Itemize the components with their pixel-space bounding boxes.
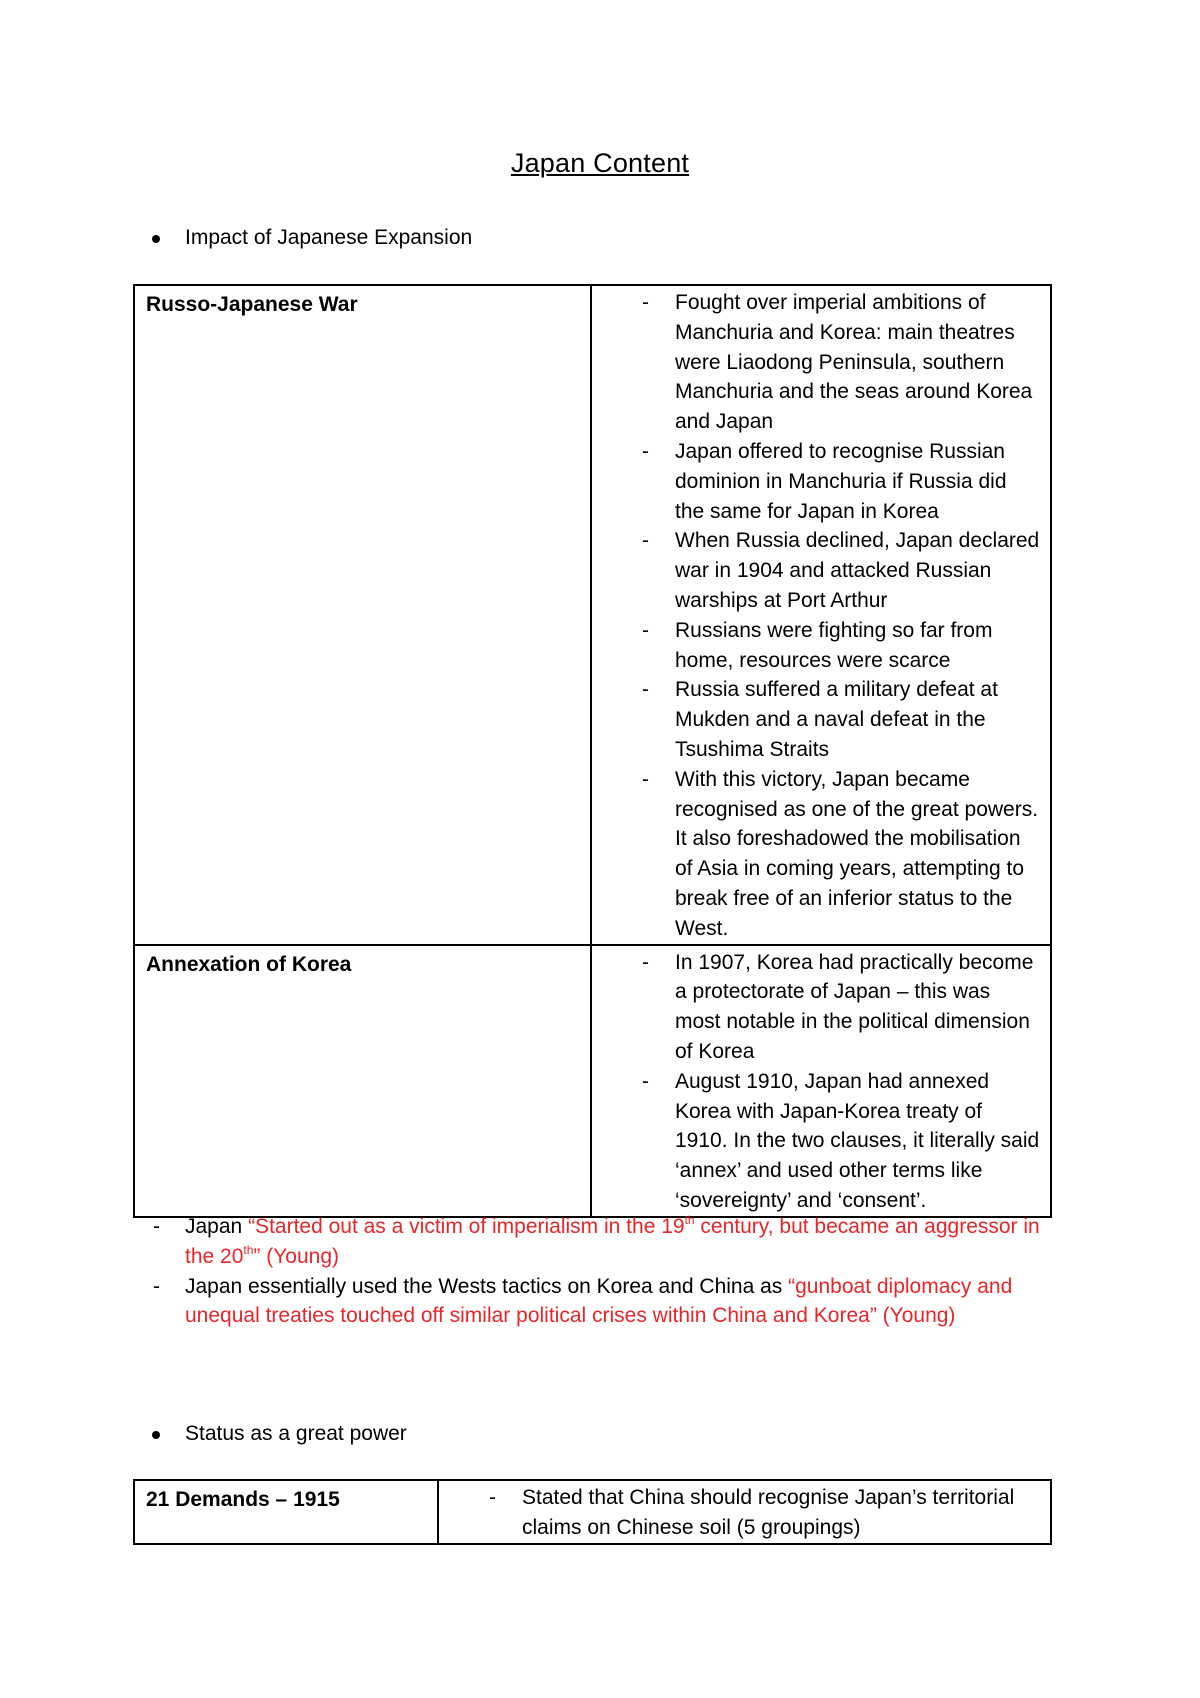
row-label: 21 Demands – 1915 [134,1480,438,1544]
page-title: Japan Content [510,148,690,178]
note-young-victim: - Japan “Started out as a victim of imperialism in the 19th century, but became an aggressor in the 20th” (Young) [153,1213,1040,1268]
list-item: - Russians were fighting so far from home, resources were scarce [642,618,993,672]
section-heading-text: Status as a great power [185,1422,407,1445]
list-item: - With this victory, Japan became recognised as one of the great powers. It also foreshadowed the mobilisation of Asia in coming years, attempting to break free of an inferior status to the West. [642,767,1039,940]
bullet-icon [152,1431,160,1439]
section-heading-text: Impact of Japanese Expansion [185,226,473,249]
status-table [133,1479,1052,1545]
list-item: - Russia suffered a military defeat at Mukden and a naval defeat in the Tsushima Straits [642,678,998,761]
section-heading-status [185,1422,407,1446]
row-label: Russo-Japanese War [134,285,591,945]
list-item: - Stated that China should recognise Japan’s territorial claims on Chinese soil (5 groupings) [489,1486,1015,1539]
note-young-gunboat: - Japan essentially used the Wests tactics on Korea and China as “gunboat diplomacy and unequal treaties touched off similar political crises within China and Korea” (Young) [153,1274,1013,1328]
list-item: - Japan offered to recognise Russian dominion in Manchuria if Russia did the same for Japan in Korea [642,439,1007,523]
row-label: Annexation of Korea [134,945,591,1217]
list-item: - When Russia declined, Japan declared war in 1904 and attacked Russian warships at Port Arthur [642,529,1040,612]
row-points [591,945,1051,1217]
section-heading-impact [185,226,472,250]
quote-notes [153,1212,1055,1331]
table-row [134,285,1051,945]
list-item: - August 1910, Japan had annexed Korea with Japan-Korea treaty of 1910. In the two clauses, it literally said ‘annex’ and used other terms like ‘sovereignty’ and ‘consent’. [642,1069,1040,1212]
table-row [134,945,1051,1217]
bullet-icon [152,235,160,243]
row-points [591,285,1051,945]
list-item: - In 1907, Korea had practically become a protectorate of Japan – this was most notable in the political dimension of Korea [642,950,1034,1063]
row-points [438,1480,1051,1544]
table-row [134,1480,1051,1544]
list-item: - Fought over imperial ambitions of Manchuria and Korea: main theatres were Liaodong Peninsula, southern Manchuria and the seas around Korea and Japan [642,291,1033,434]
impact-table [133,284,1052,1218]
